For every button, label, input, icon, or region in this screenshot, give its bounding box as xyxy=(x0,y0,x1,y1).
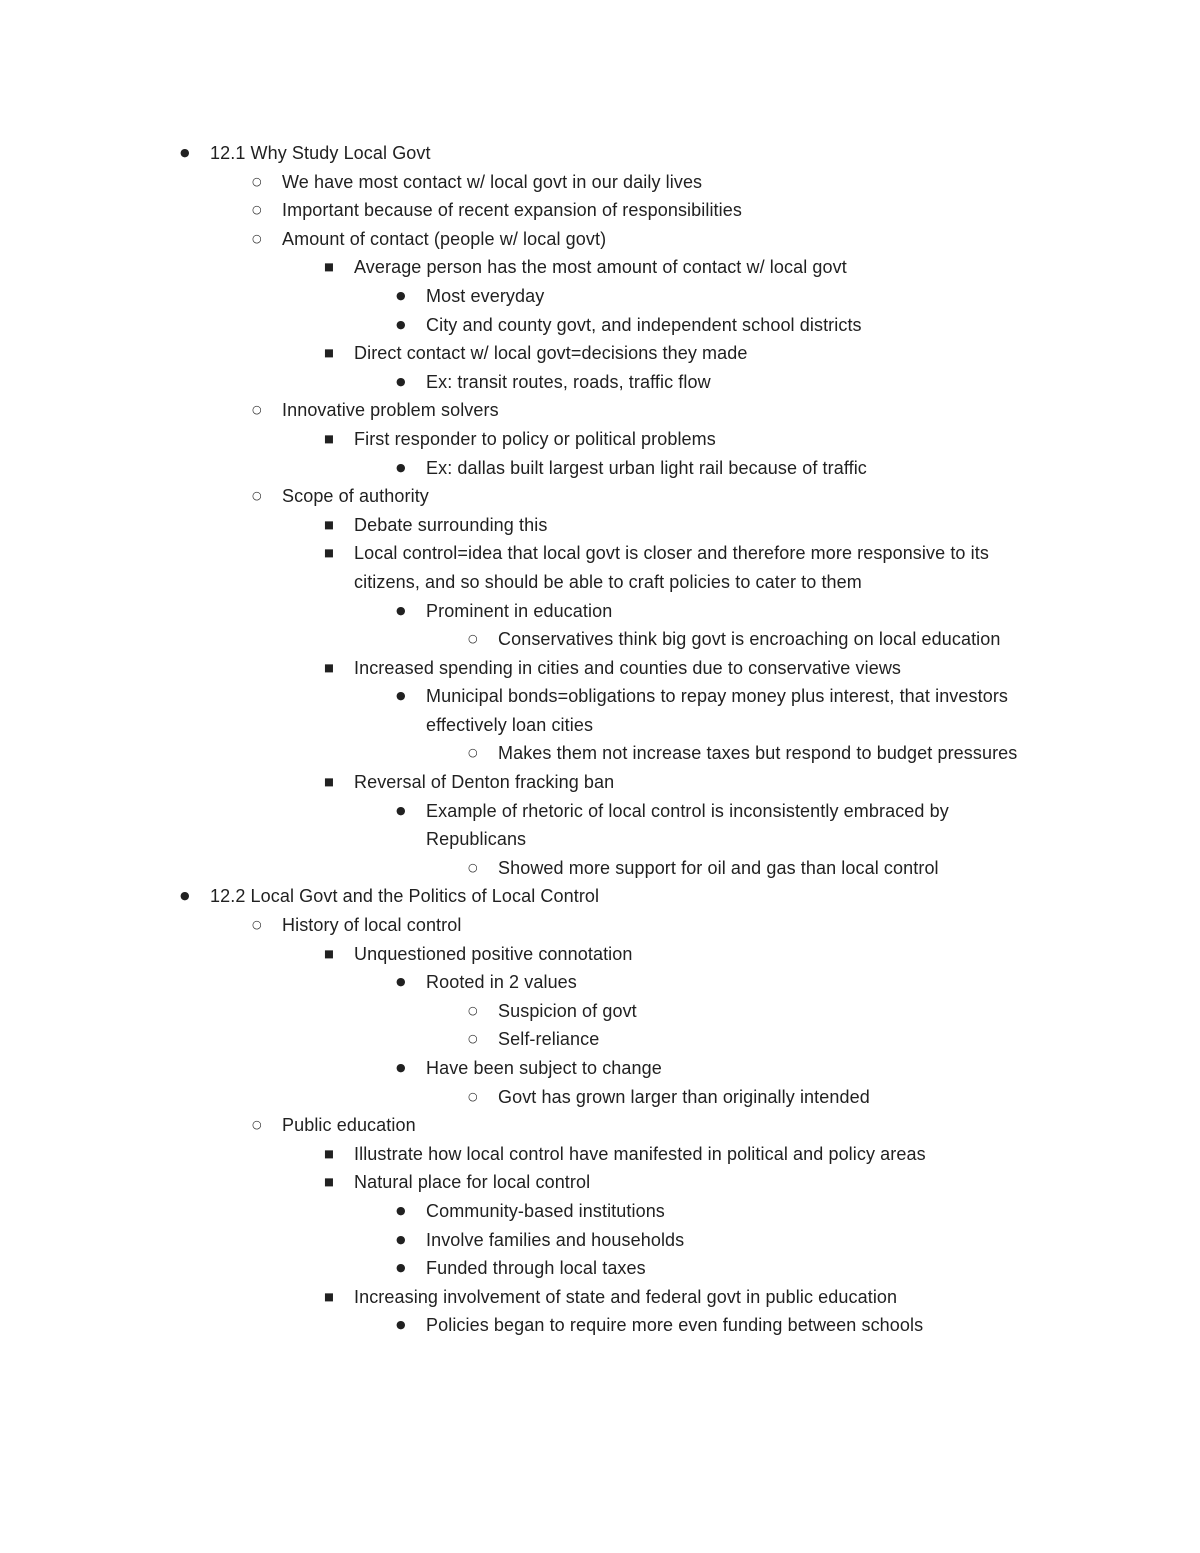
list-item-text: Prominent in education xyxy=(426,600,613,621)
list-item xyxy=(252,168,1053,197)
list-item-text: Average person has the most amount of contact w/ local govt xyxy=(354,257,847,278)
bullet-icon: ○ xyxy=(468,1003,478,1017)
list-item-text: Important because of recent expansion of responsibilities xyxy=(282,200,742,221)
list-item-text: Amount of contact (people w/ local govt) xyxy=(282,228,607,249)
list-item xyxy=(180,139,1053,168)
list-item-text: Funded through local taxes xyxy=(426,1258,646,1279)
bullet-icon: ● xyxy=(396,689,406,703)
bullet-icon: ■ xyxy=(324,1176,334,1189)
list-item xyxy=(180,882,1053,911)
list-item-text: Direct contact w/ local govt=decisions they made xyxy=(354,343,748,364)
list-item-text: Increased spending in cities and counties due to conservative views xyxy=(354,657,902,678)
bullet-icon: ● xyxy=(180,146,190,159)
list-item xyxy=(396,1197,1053,1226)
list-item xyxy=(396,282,1053,311)
list-item xyxy=(324,511,1053,540)
list-item xyxy=(324,940,1053,969)
list-item-text: Reversal of Denton fracking ban xyxy=(354,772,615,793)
list-item xyxy=(324,339,1053,368)
list-item xyxy=(252,482,1053,511)
list-item-text: Illustrate how local control have manifested in political and policy areas xyxy=(354,1143,926,1164)
bullet-icon: ○ xyxy=(252,489,262,503)
list-item xyxy=(468,997,1053,1026)
list-item-text: Debate surrounding this xyxy=(354,514,548,535)
list-item xyxy=(468,625,1053,654)
list-item xyxy=(324,654,1053,683)
list-item-text: Scope of authority xyxy=(282,486,429,507)
list-item xyxy=(324,253,1053,282)
bullet-icon: ● xyxy=(396,288,406,302)
list-item-text: Local control=idea that local govt is closer and therefore more responsive to its citizens, and so should be able to craft policies to cater to them xyxy=(354,543,989,592)
list-item xyxy=(468,739,1053,768)
bullet-icon: ■ xyxy=(324,432,334,445)
list-item xyxy=(252,911,1053,940)
list-item xyxy=(324,425,1053,454)
list-item xyxy=(396,368,1053,397)
list-item-text: Public education xyxy=(282,1115,416,1136)
bullet-icon: ■ xyxy=(324,518,334,531)
list-item-text: Municipal bonds=obligations to repay money plus interest, that investors effectively loan cities xyxy=(426,686,1009,735)
bullet-icon: ● xyxy=(396,603,406,617)
list-item-text: Most everyday xyxy=(426,285,545,306)
list-item xyxy=(468,854,1053,883)
bullet-icon: ● xyxy=(396,374,406,388)
list-item xyxy=(396,1226,1053,1255)
list-item xyxy=(396,1054,1053,1083)
bullet-icon: ■ xyxy=(324,661,334,674)
list-item-text: Example of rhetoric of local control is inconsistently embraced by Republicans xyxy=(426,800,949,850)
bullet-icon: ● xyxy=(396,317,406,331)
list-item-text: Natural place for local control xyxy=(354,1172,591,1193)
bullet-icon: ○ xyxy=(252,1118,262,1132)
bullet-icon: ○ xyxy=(252,918,262,932)
list-item-text: Have been subject to change xyxy=(426,1058,662,1078)
list-item-text: Involve families and households xyxy=(426,1229,685,1250)
list-item-text: Unquestioned positive connotation xyxy=(354,943,633,964)
list-item-text: Self-reliance xyxy=(498,1029,600,1050)
list-item xyxy=(468,1025,1053,1054)
list-item-text: Showed more support for oil and gas than local control xyxy=(498,857,939,878)
list-item-text: We have most contact w/ local govt in our daily lives xyxy=(282,171,703,192)
bullet-icon: ● xyxy=(396,1261,406,1275)
list-item-text: Ex: dallas built largest urban light rail because of traffic xyxy=(426,457,867,478)
bullet-icon: ○ xyxy=(252,174,262,188)
bullet-icon: ○ xyxy=(468,860,478,874)
list-item-text: Suspicion of govt xyxy=(498,1000,637,1021)
list-item xyxy=(324,768,1053,797)
list-item-text: Ex: transit routes, roads, traffic flow xyxy=(426,371,711,392)
bullet-icon: ○ xyxy=(252,231,262,245)
bullet-icon: ■ xyxy=(324,1290,334,1303)
bullet-icon: ■ xyxy=(324,1147,334,1160)
list-item xyxy=(324,1168,1053,1197)
bullet-icon: ● xyxy=(396,1061,406,1074)
bullet-icon: ■ xyxy=(324,776,334,789)
bullet-icon: ○ xyxy=(468,746,478,760)
list-item xyxy=(252,396,1053,425)
bullet-icon: ● xyxy=(396,1203,406,1217)
list-item xyxy=(396,311,1053,340)
list-item xyxy=(396,454,1053,483)
list-item xyxy=(324,1283,1053,1312)
list-item xyxy=(396,597,1053,626)
list-item-text: Govt has grown larger than originally intended xyxy=(498,1086,870,1107)
list-item-text: 12.1 Why Study Local Govt xyxy=(210,143,431,163)
bullet-icon: ● xyxy=(396,460,406,474)
bullet-icon: ○ xyxy=(252,203,262,217)
bullet-icon: ■ xyxy=(324,947,334,960)
bullet-icon: ● xyxy=(396,1232,406,1246)
bullet-icon: ■ xyxy=(324,261,334,274)
bullet-icon: ■ xyxy=(324,547,334,560)
bullet-icon: ○ xyxy=(468,632,478,646)
bullet-icon: ● xyxy=(396,1318,406,1332)
bullet-icon: ● xyxy=(396,803,406,817)
list-item-text: Policies began to require more even funding between schools xyxy=(426,1315,924,1336)
list-item xyxy=(324,539,1053,596)
list-item-text: Rooted in 2 values xyxy=(426,972,577,993)
list-item xyxy=(252,225,1053,254)
list-item-text: History of local control xyxy=(282,915,462,936)
list-item xyxy=(396,968,1053,997)
list-item-text: City and county govt, and independent school districts xyxy=(426,314,862,335)
list-item-text: Community-based institutions xyxy=(426,1200,665,1221)
list-item-text: 12.2 Local Govt and the Politics of Local Control xyxy=(210,886,600,907)
list-item xyxy=(396,1311,1053,1340)
list-item-text: Innovative problem solvers xyxy=(282,400,499,421)
list-item-text: First responder to policy or political problems xyxy=(354,428,716,449)
bullet-icon: ○ xyxy=(468,1032,478,1046)
bullet-list xyxy=(180,139,1053,1340)
list-item xyxy=(252,196,1053,225)
list-item xyxy=(396,797,1053,854)
list-item xyxy=(396,682,1053,739)
bullet-icon: ■ xyxy=(324,347,334,360)
list-item-text: Conservatives think big govt is encroaching on local education xyxy=(498,629,1001,650)
bullet-icon: ○ xyxy=(468,1089,478,1103)
bullet-icon: ● xyxy=(396,975,406,989)
list-item xyxy=(324,1140,1053,1169)
list-item xyxy=(396,1254,1053,1283)
list-item xyxy=(252,1111,1053,1140)
list-item xyxy=(468,1083,1053,1112)
list-item-text: Makes them not increase taxes but respond to budget pressures xyxy=(498,743,1018,764)
list-item-text: Increasing involvement of state and federal govt in public education xyxy=(354,1286,898,1307)
bullet-icon: ● xyxy=(180,889,190,903)
bullet-icon: ○ xyxy=(252,403,262,417)
